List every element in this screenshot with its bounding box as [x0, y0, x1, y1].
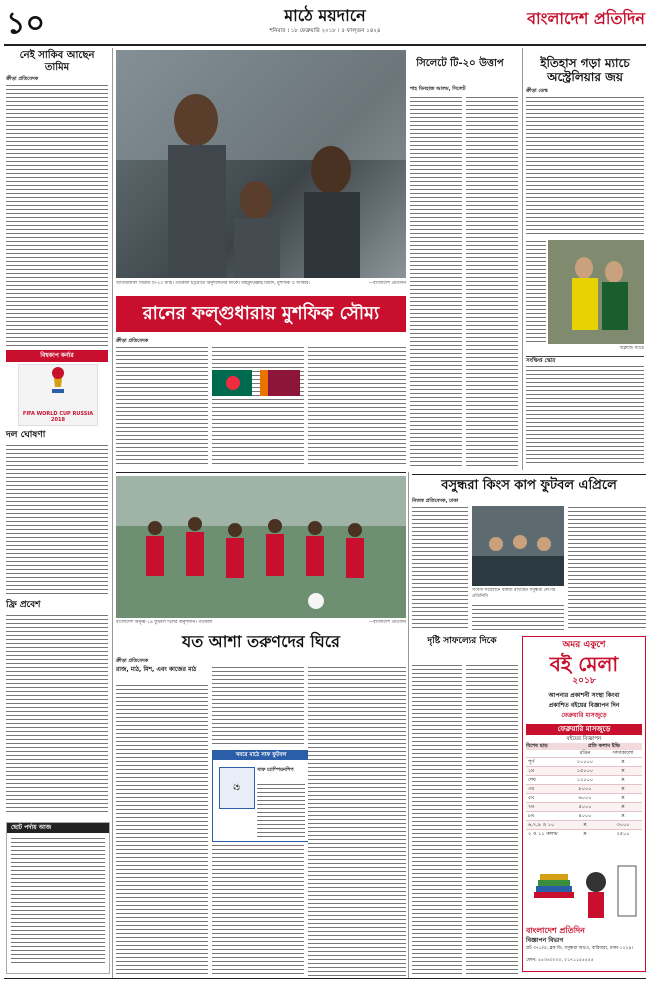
youth-byline: ক্রীড়া প্রতিবেদক — [116, 658, 149, 664]
squad-body — [6, 444, 108, 594]
entry-heading: ফ্রি প্রবেশ — [6, 600, 41, 610]
schedule-box — [6, 822, 110, 974]
header-rule — [4, 44, 646, 46]
saff-logo-icon: ⚽ — [219, 767, 255, 809]
rate-cell: পূর্ণ — [528, 759, 535, 765]
aus-byline: ক্রীড়া ডেস্ক — [526, 88, 548, 94]
aus-headline: ইতিহাস গড়া ম্যাচে অস্ট্রেলিয়ার জয় — [540, 56, 630, 84]
ad-fair-top: অমর একুশে — [562, 640, 606, 650]
schedule-list — [11, 837, 105, 965]
rate-cell: × — [620, 777, 626, 783]
mid-rule — [116, 472, 406, 473]
column-divider-left — [112, 48, 113, 978]
kings-byline: নিজস্ব প্রতিবেদক, ঢাকা — [412, 498, 459, 504]
rate-cell: ৮ম — [528, 813, 535, 819]
section-title: মাঠে ময়দানে — [284, 6, 366, 25]
rate-col-special: বিশেষ ছাড় — [526, 743, 548, 749]
footer-rule — [4, 978, 646, 979]
column-divider-mid2 — [408, 472, 409, 978]
rate-cell: ৭ম — [528, 804, 535, 810]
rate-cell: ৪০০০ — [578, 813, 592, 819]
rate-cell: × — [620, 804, 626, 810]
rate-cell: ৫ম — [528, 795, 535, 801]
trophy-icon — [19, 365, 97, 407]
schedule-heading: ছোট পর্দায় আজ — [7, 823, 109, 833]
page-number: ১০ — [6, 6, 45, 41]
top-story-byline: ক্রীড়া প্রতিবেদক — [116, 338, 149, 344]
top-story-col-3 — [308, 346, 406, 466]
kings-col-3 — [568, 506, 646, 630]
saff-inset-body — [257, 783, 305, 837]
rate-row — [526, 766, 642, 775]
rate-cell: ২৫০০ — [616, 831, 630, 837]
world-cup-logo — [18, 364, 98, 426]
ad-fair-main: বই মেলা — [549, 652, 619, 676]
rate-row — [526, 811, 642, 820]
rate-cell: ১ম — [528, 768, 535, 774]
rate-cell: ৫০০০ — [578, 804, 592, 810]
ad-fair-line2: প্রকাশিত বইয়ের বিজ্ঞাপন দিন — [548, 702, 620, 709]
sylhet-byline: শাহ মিনহাজ আলম, সিলেট — [410, 86, 466, 92]
rate-rows — [526, 757, 642, 838]
sylhet-col-1 — [410, 96, 462, 466]
rate-cell: ২ ও ১১ কলাম — [528, 831, 558, 837]
left-body-1 — [6, 84, 108, 346]
brand-logo: বাংলাদেশ প্রতিদিন — [527, 9, 645, 28]
rate-cell: × — [620, 813, 626, 819]
rate-cell: ২০০০০ — [576, 759, 594, 765]
rate-cell: ১২০০০ — [576, 777, 594, 783]
rate-cell: × — [620, 768, 626, 774]
youth-col-3 — [308, 666, 406, 976]
aus-score-label: সংক্ষিপ্ত স্কোর — [526, 358, 556, 364]
top-story-col-2 — [212, 346, 304, 466]
football-photo-caption: বাংলাদেশ অনূর্ধ্ব-১৯ ফুটবল দলের অনুশীলন। গতকাল — [116, 620, 213, 625]
youth-col-2 — [212, 666, 304, 746]
cricket-photo — [116, 50, 406, 278]
kings-photo-caption: সংবাদ সম্মেলনে বক্তব্য রাখছেন বসুন্ধরা গ্রুপের প্রতিনিধি — [472, 588, 556, 599]
rate-row — [526, 793, 642, 802]
left-byline-1: ক্রীড়া প্রতিবেদক — [6, 76, 39, 82]
rate-cell: ৮০০০ — [578, 786, 592, 792]
ad-fair-year: ২০১৮ — [572, 676, 596, 686]
ad-fair-phone: ফোন: ৫৫৩৪০০০০, ০১৭১১৫৫৫৫৫ — [526, 958, 594, 963]
youth-col-1 — [116, 684, 208, 976]
rate-cell: শেষ — [528, 777, 536, 783]
top-story-col-1 — [116, 346, 208, 466]
sub-headline: দৃষ্টি সাফল্যের দিকে — [427, 636, 497, 646]
youth-headline: যত আশা তরুণদের ঘিরে — [182, 632, 340, 651]
rate-row — [526, 775, 642, 784]
sylhet-headline: সিলেটে টি-২০ উত্তাপ — [416, 58, 504, 69]
rate-cell: × — [620, 786, 626, 792]
rate-col-daily: প্রতি কলাম ইঞ্চি — [587, 743, 621, 749]
top-story-headline: রানের ফল্গুধারায় মুশফিক সৌম্য — [142, 303, 380, 324]
aus-photo — [548, 240, 644, 344]
sub-col-1 — [412, 664, 462, 976]
rate-cell: × — [620, 795, 626, 801]
reading-illustration — [526, 858, 642, 924]
rate-row — [526, 802, 642, 811]
rate-cell: ৬০০০ — [578, 795, 592, 801]
aus-body-side — [526, 240, 546, 344]
world-cup-text: FIFA WORLD CUP RUSSIA 2018 — [22, 411, 94, 423]
kings-col-1 — [412, 506, 468, 630]
rate-cell: × — [582, 822, 588, 828]
flag-bangladesh — [212, 370, 252, 396]
rate-row — [526, 820, 642, 829]
aus-body-top — [526, 96, 644, 236]
column-divider-mid — [522, 48, 523, 470]
aus-score-box — [526, 356, 644, 467]
ad-fair-dept: বিজ্ঞাপন বিভাগ — [526, 937, 564, 944]
rate-cell: ৬,৭,৯ ও ১০ — [528, 822, 555, 828]
youth-col-2b — [212, 844, 304, 976]
world-cup-badge: বিশ্বকাপ কর্নার — [6, 350, 108, 362]
saff-inset-title: খবরে মাঠে সাফ ফুটবল — [213, 751, 309, 760]
ad-fair-address: প্লট ৩৭১/এ, ব্লক ডি, বসুন্ধরা আ/এ, বারিধারা, ঢাকা-১২২৯। — [526, 946, 633, 951]
rate-cell: × — [582, 831, 588, 837]
rate-cell: × — [620, 759, 626, 765]
kings-col-2 — [472, 604, 564, 630]
saff-inset-sub: সাফ চ্যাম্পিয়নশিপ — [257, 767, 294, 773]
cricket-photo-credit: —বাংলাদেশ প্রতিদিন — [368, 281, 406, 286]
sylhet-col-2 — [466, 96, 518, 466]
rate-row — [526, 757, 642, 766]
flag-srilanka — [260, 370, 300, 396]
rate-col-color: রঙিন — [579, 750, 591, 756]
kings-headline: বসুন্ধরা কিংস কাপ ফুটবল এপ্রিলে — [441, 478, 617, 493]
saff-inset — [212, 750, 310, 842]
rate-title: ফেব্রুয়ারি মাসজুড়ে — [526, 724, 642, 735]
aus-score-lines — [526, 365, 644, 463]
rate-subtitle: বইয়ের বিজ্ঞাপন — [566, 736, 602, 742]
ad-fair-line1: আপনার প্রকাশনী সংস্থা কিংবা — [548, 692, 620, 699]
football-photo — [116, 476, 406, 618]
youth-quote: রাজ, মাঠ, মিশ, এবং কাজের মাঠ — [116, 666, 197, 673]
left-headline-1: নেই সাকিব আছেন তামিম — [19, 50, 95, 73]
rate-cell: ৩য় — [528, 786, 535, 792]
rate-row — [526, 829, 642, 838]
ad-fair-line3: ফেব্রুয়ারি মাসজুড়ে — [561, 712, 607, 719]
rate-col-bw: সাদাকালো — [612, 750, 634, 756]
ad-fair-brand: বাংলাদেশ প্রতিদিন — [526, 926, 585, 935]
sub-col-2 — [466, 664, 518, 976]
dateline: শনিবার । ১৮ ফেব্রুয়ারি ২০১৮ । ৫ ফাল্গুন ১৪২৪ — [269, 28, 381, 34]
entry-body — [6, 614, 108, 814]
rate-cell: ১৫০০০ — [576, 768, 594, 774]
squad-heading: দল ঘোষণা — [6, 430, 46, 440]
aus-photo-caption: অক্ল্যান্ড ম্যাচে — [619, 346, 644, 351]
cricket-photo-caption: আগামীকাল সিরিজ টি-২০ ম্যাচ। গতকাল চট্টগ্রামে অনুশীলনের ফাঁকে। মাহমুদউল্লাহ রিয়াদ, মুশফিক ও সাব্বির। — [116, 281, 311, 286]
kings-photo — [472, 506, 564, 586]
rate-row — [526, 784, 642, 793]
rate-box — [526, 724, 642, 856]
ball-icon — [308, 593, 324, 609]
kings-rule — [412, 474, 646, 475]
rate-cell: ৩০০০ — [616, 822, 630, 828]
football-photo-credit: —বাংলাদেশ প্রতিদিন — [368, 620, 406, 625]
